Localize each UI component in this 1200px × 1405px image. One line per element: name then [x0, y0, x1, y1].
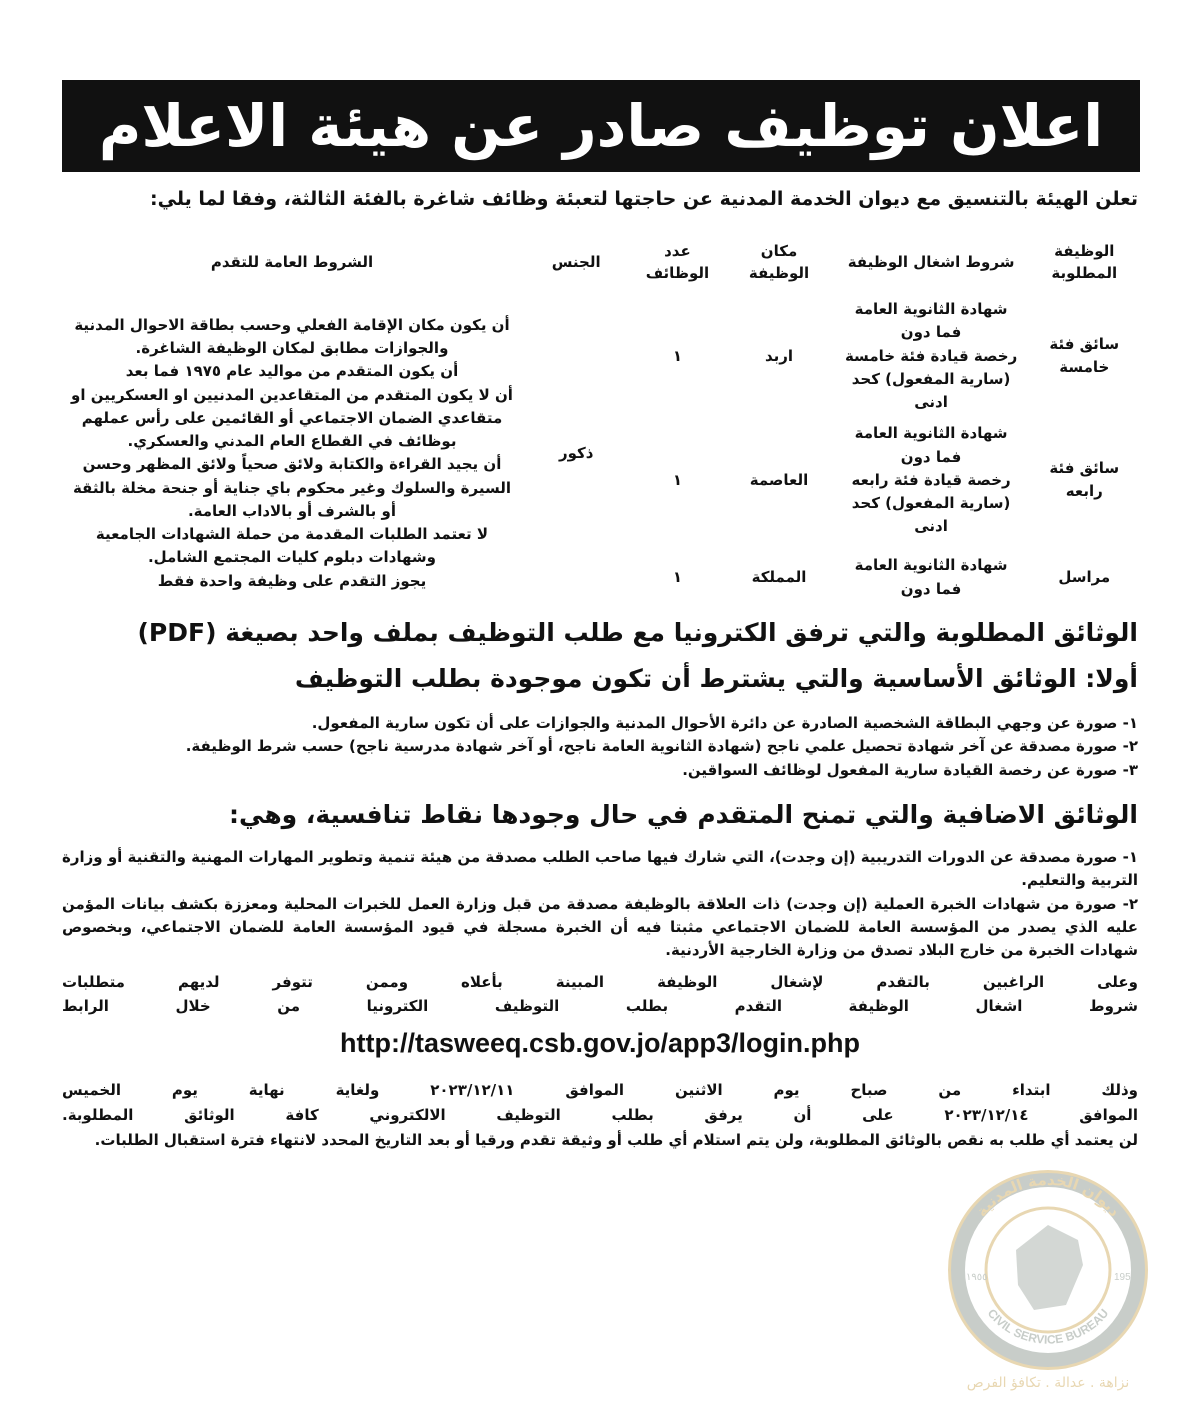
- row-place: المملكة: [751, 567, 807, 586]
- row-job: [1031, 294, 1138, 418]
- general-condition: أن لا يكون المتقدم من المتقاعدين المدنيين او العسكريين او متقاعدي الضمان الاجتماعي أو القائمين على رأس عملهم بوظائف في القطاع العام المدني والعسكري.: [71, 385, 513, 450]
- general-conditions: [60, 294, 524, 613]
- header-place-line2: الوظيفة: [748, 264, 810, 282]
- required-docs-heading: الوثائق المطلوبة والتي ترفق الكترونيا مع طلب التوظيف بملف واحد بصيغة (PDF): [137, 618, 1138, 647]
- application-link[interactable]: http://tasweeq.csb.gov.jo/app3/login.php: [339, 1028, 860, 1058]
- condition-line: رخصة قيادة فئة خامسة: [844, 346, 1018, 365]
- page-title: اعلان توظيف صادر عن هيئة الاعلام: [62, 80, 1140, 172]
- general-condition: أن يكون المتقدم من مواليد عام ١٩٧٥ فما بعد: [125, 362, 459, 381]
- header-count-line1: عدد: [664, 242, 691, 261]
- general-condition: لا تعتمد الطلبات المقدمة من حملة الشهادات الجامعية وشهادات دبلوم كليات المجتمع الشامل.: [95, 525, 489, 567]
- apply-line: شروط اشغال الوظيفة التقدم بطلب التوظيف الكترونيا من خلال الرابط: [62, 997, 1138, 1015]
- header-place: [726, 232, 831, 294]
- job-line: سائق فئة: [1049, 459, 1120, 478]
- header-job-line2: المطلوبة: [1051, 264, 1118, 282]
- seal-arabic-text: ديوان الخدمة المدنية: [972, 1170, 1124, 1221]
- general-condition: يجوز التقدم على وظيفة واحدة فقط: [157, 571, 427, 590]
- condition-line: رخصة قيادة فئة رابعه: [851, 470, 1011, 489]
- apply-line: وعلى الراغبين بالتقدم لإشغال الوظيفة المبينة بأعلاه وممن تتوفر لديهم متطلبات: [62, 973, 1138, 991]
- condition-line: شهادة الثانوية العامة: [854, 300, 1008, 318]
- row-conditions: [832, 294, 1031, 418]
- apply-instructions: [62, 970, 1138, 1018]
- condition-line: (سارية المفعول) كحد ادنى: [851, 369, 1011, 411]
- header-count-line2: الوظائف: [645, 264, 710, 282]
- row-conditions: [832, 543, 1031, 613]
- header-count: [628, 232, 726, 294]
- header-job: [1031, 232, 1138, 294]
- row-count: ١: [672, 567, 682, 586]
- extra-docs-heading: الوثائق الاضافية والتي تمنح المتقدم في حال وجودها نقاط تنافسية، وهي:: [229, 800, 1138, 829]
- seal-year-left: 1955: [1114, 1272, 1137, 1283]
- row-count: ١: [672, 470, 682, 489]
- row-count: ١: [672, 346, 682, 365]
- dates-line: لن يعتمد أي طلب به نقص بالوثائق المطلوبة، ولن يتم استلام أي طلب أو وثيقة تقدم ورقيا أو بعد التاريخ المحدد لانتهاء فترة استقبال الطلبات.: [94, 1130, 1138, 1149]
- list-item: ١- صورة مصدقة عن الدورات التدريبية (إن وجدت)، التي شارك فيها صاحب الطلب مصدقة من هيئة تنمية وتطوير المهارات المهنية والتقنية أو وزارة التربية والتعليم.: [62, 848, 1138, 890]
- seal-motto: نزاهة . عدالة . تكافؤ الفرص: [966, 1375, 1130, 1391]
- application-dates: [62, 1078, 1138, 1152]
- job-line: سائق فئة: [1049, 334, 1120, 353]
- list-item: ٢- صورة مصدقة عن آخر شهادة تحصيل علمي ناجح (شهادة الثانوية العامة ناجح، أو آخر شهادة مدرسية ناجح) حسب شرط الوظيفة.: [185, 737, 1138, 756]
- table-row: [60, 294, 1138, 418]
- condition-line: (سارية المفعول) كحد ادنى: [851, 494, 1011, 536]
- condition-line: شهادة الثانوية العامة: [854, 424, 1008, 443]
- list-item: ١- صورة عن وجهي البطاقة الشخصية الصادرة عن دائرة الأحوال المدنية والجوازات على أن تكون سارية المفعول.: [311, 714, 1138, 732]
- general-condition: أن يكون مكان الإقامة الفعلي وحسب بطاقة الاحوال المدنية والجوازات مطابق لمكان الوظيفة الشاغرة.: [74, 315, 510, 357]
- row-place: العاصمة: [749, 470, 809, 489]
- list-item: ٣- صورة عن رخصة القيادة سارية المفعول لوظائف السواقين.: [682, 760, 1138, 779]
- gender-cell: ذكور: [558, 443, 594, 462]
- row-job: [1031, 418, 1138, 542]
- dates-line: وذلك ابتداء من صباح يوم الاثنين الموافق ٢٠٢٣/١٢/١١ ولغاية نهاية يوم الخميس: [62, 1081, 1138, 1099]
- job-line: مراسل: [1058, 567, 1111, 586]
- row-job: [1031, 543, 1138, 613]
- row-place: اربد: [764, 346, 794, 365]
- list-item: ٢- صورة من شهادات الخبرة العملية (إن وجدت) ذات العلاقة بالوظيفة مصدقة من قبل وزارة العمل للخبرات المحلية ومعززة بكشف بيانات المؤمن عليه الذي يصدر من المؤسسة العامة للضمان الاجتماعي مثبتا فيه أن الخبرة مسجلة في قيود المؤسسة العامة للضمان الاجتماعي، وبخصوص شهادات الخبرة من خارج البلاد تصدق من وزارة الخارجية الأردنية.: [62, 894, 1138, 959]
- condition-line: فما دون: [900, 579, 962, 598]
- job-line: خامسة: [1059, 358, 1110, 377]
- extra-docs-list: [62, 846, 1138, 962]
- header-place-line1: مكان: [760, 242, 798, 261]
- general-condition: أن يجيد القراءة والكتابة ولائق صحياً ولائق المظهر وحسن السيرة والسلوك وغير محكوم باي جناية أو جنحة مخلة بالثقة أو بالشرف أو بالاداب العامة.: [72, 455, 512, 520]
- header-conditions: شروط اشغال الوظيفة: [847, 253, 1015, 272]
- seal-year-right: ١٩٥٥: [966, 1272, 988, 1283]
- header-job-line1: الوظيفة: [1054, 242, 1115, 261]
- basic-docs-heading: أولا: الوثائق الأساسية والتي يشترط أن تكون موجودة بطلب التوظيف: [294, 664, 1138, 693]
- header-gender: الجنس: [551, 253, 601, 272]
- jobs-table: [60, 232, 1138, 613]
- table-header-row: [60, 232, 1138, 294]
- condition-line: فما دون: [900, 447, 962, 466]
- dates-line: الموافق ٢٠٢٣/١٢/١٤ على أن يرفق بطلب التوظيف الالكتروني كافة الوثائق المطلوبة.: [62, 1105, 1138, 1124]
- condition-line: فما دون: [900, 323, 962, 342]
- row-conditions: [832, 418, 1031, 542]
- condition-line: شهادة الثانوية العامة: [854, 556, 1008, 575]
- seal-english-text: CIVIL SERVICE BUREAU: [984, 1306, 1112, 1347]
- basic-docs-list: [62, 712, 1138, 782]
- header-general: الشروط العامة للتقدم: [210, 253, 374, 272]
- job-line: رابعه: [1065, 482, 1103, 501]
- intro-text: تعلن الهيئة بالتنسيق مع ديوان الخدمة المدنية عن حاجتها لتعبئة وظائف شاغرة بالفئة الثالثة، وفقا لما يلي:: [150, 188, 1138, 210]
- map-shape-icon: [1016, 1225, 1083, 1310]
- civil-service-seal: [938, 1155, 1158, 1395]
